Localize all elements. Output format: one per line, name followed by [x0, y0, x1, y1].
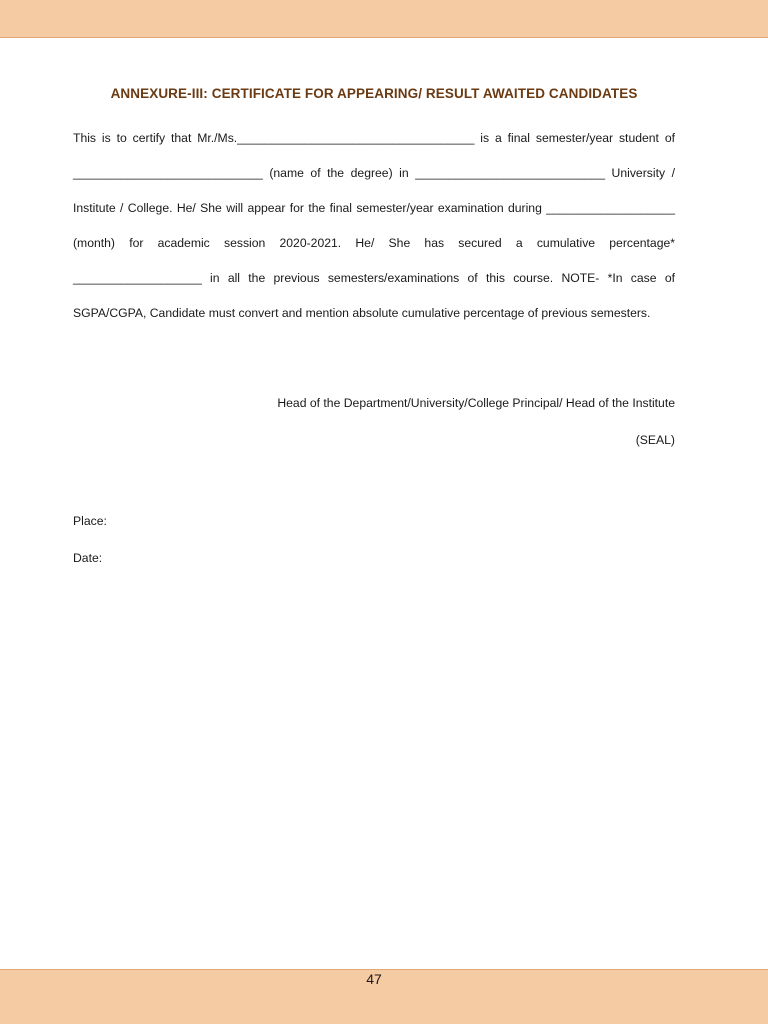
date-label: Date:: [73, 551, 103, 565]
signature-block: [73, 385, 675, 459]
document-title: ANNEXURE-III: CERTIFICATE FOR APPEARING/ RESULT AWAITED CANDIDATES: [110, 86, 638, 101]
page-number: 47: [366, 971, 382, 987]
seal-label: (SEAL): [635, 433, 675, 447]
place-date-block: [73, 503, 675, 577]
place-label: Place:: [73, 514, 107, 528]
certificate-body: This is to certify that Mr./Ms.___________________________________ is a final semester/year student of ____________________________ (name of the degree) in ____________________________ University / Institute / College. He/ She will appear for the final semester/year examination during ___________________ (month) for academic session 2020-2021. He/ She has secured a cumulative percentage* ___________________ in all the previous semesters/examinations of this course. NOTE- *In case of SGPA/CGPA, Candidate must convert and mention absolute cumulative percentage of previous semesters.: [73, 131, 675, 320]
signatory-title: Head of the Department/University/College Principal/ Head of the Institute: [277, 396, 675, 410]
header-band: [0, 0, 768, 38]
document-content: [73, 86, 675, 577]
